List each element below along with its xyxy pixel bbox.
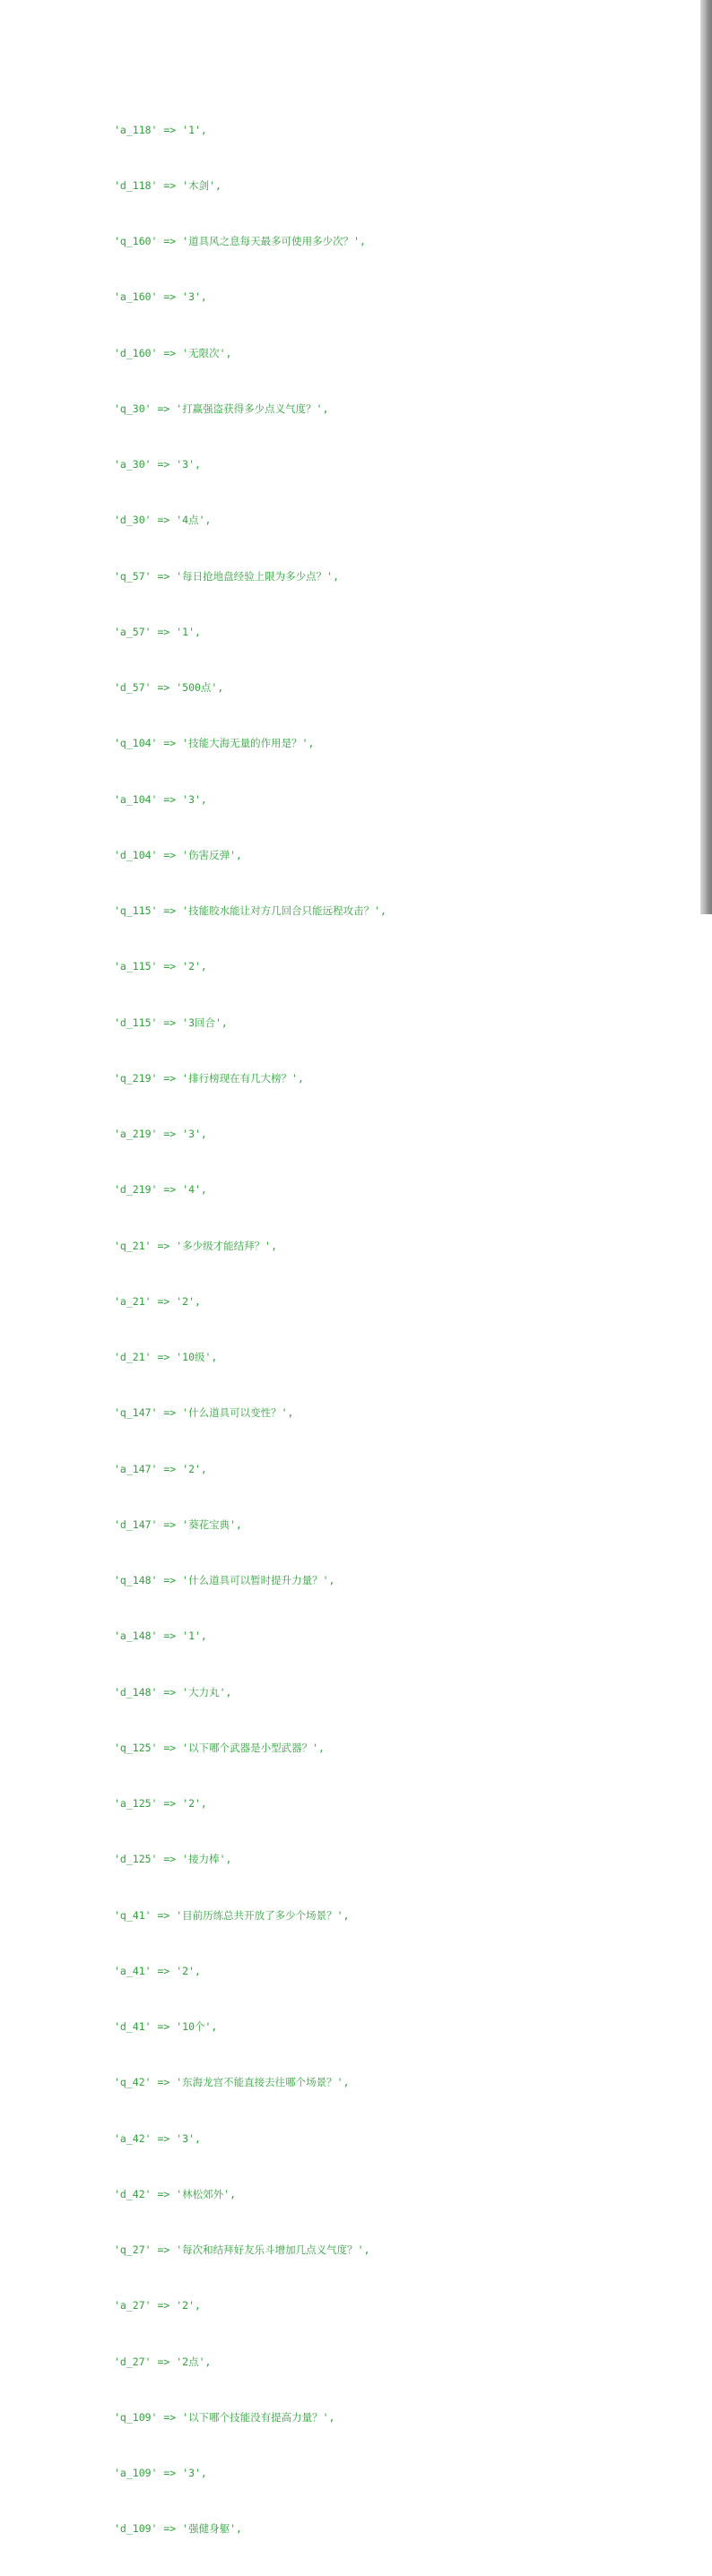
- code-line: 'q_148' => '什么道具可以暂时提升力量？',: [114, 1574, 335, 1586]
- code-line: 'd_109' => '强健身躯',: [114, 2522, 242, 2536]
- code-line: 'd_104' => '伤害反弹',: [114, 848, 242, 861]
- code-line: 'a_41' => '2',: [114, 1964, 201, 1977]
- code-line: 'd_148' => '大力丸',: [114, 1685, 232, 1699]
- code-line: 'd_219' => '4',: [114, 1183, 207, 1197]
- code-line: 'a_160' => '3',: [114, 290, 207, 304]
- code-line: 'a_219' => '3',: [114, 1128, 207, 1140]
- code-line: 'a_21' => '2',: [114, 1294, 201, 1308]
- code-line: 'q_104' => '技能大海无量的作用是？',: [114, 737, 315, 750]
- code-line: 'q_41' => '目前历练总共开放了多少个场景？',: [114, 1908, 350, 1922]
- code-line: 'q_57' => '每日抢地盘经验上限为多少点？',: [114, 569, 340, 583]
- code-line: 'a_147' => '2',: [114, 1462, 207, 1475]
- code-listing: [114, 83, 386, 2576]
- code-line: 'a_148' => '1',: [114, 1629, 207, 1643]
- code-line: 'd_57' => '500点',: [114, 681, 224, 694]
- code-line: 'a_109' => '3',: [114, 2467, 207, 2479]
- code-line: 'd_118' => '木剑',: [114, 178, 221, 192]
- code-line: 'a_125' => '2',: [114, 1797, 207, 1810]
- code-line: 'q_42' => '东海龙宫不能直接去往哪个场景？',: [114, 2076, 350, 2089]
- code-line: 'q_21' => '多少级才能结拜？',: [114, 1239, 278, 1252]
- code-line: 'd_42' => '林松郊外',: [114, 2187, 237, 2200]
- code-line: 'q_160' => '道具风之息每天最多可使用多少次？',: [114, 235, 366, 247]
- code-line: 'd_41' => '10个',: [114, 2020, 218, 2033]
- code-line: 'a_115' => '2',: [114, 960, 207, 973]
- code-line: 'a_104' => '3',: [114, 792, 207, 806]
- code-line: 'a_27' => '2',: [114, 2299, 201, 2312]
- page-edge-shadow: [700, 0, 712, 914]
- code-line: 'a_118' => '1',: [114, 123, 207, 136]
- code-line: 'a_30' => '3',: [114, 458, 201, 471]
- code-line: 'q_109' => '以下哪个技能没有提高力量？',: [114, 2410, 335, 2424]
- code-line: 'a_57' => '1',: [114, 625, 201, 638]
- code-line: 'd_30' => '4点',: [114, 514, 212, 527]
- code-line: 'd_160' => '无限次',: [114, 346, 232, 359]
- code-line: 'd_21' => '10级',: [114, 1351, 218, 1363]
- code-line: 'd_125' => '接力棒',: [114, 1853, 232, 1866]
- code-line: 'd_115' => '3回合',: [114, 1016, 228, 1029]
- code-line: 'q_27' => '每次和结拜好友乐斗增加几点义气度？',: [114, 2243, 370, 2256]
- code-line: 'a_42' => '3',: [114, 2131, 201, 2145]
- code-line: 'q_219' => '排行榜现在有几大榜？',: [114, 1071, 304, 1085]
- code-line: 'q_125' => '以下哪个武器是小型武器？',: [114, 1741, 325, 1754]
- code-line: 'q_30' => '打赢强盗获得多少点义气度？',: [114, 402, 329, 415]
- code-line: 'q_147' => '什么道具可以变性？',: [114, 1406, 294, 1420]
- code-line: 'd_27' => '2点',: [114, 2355, 212, 2368]
- code-line: 'd_147' => '葵花宝典',: [114, 1517, 242, 1531]
- code-line: 'q_115' => '技能胶水能让对方几回合只能远程攻击？',: [114, 904, 386, 917]
